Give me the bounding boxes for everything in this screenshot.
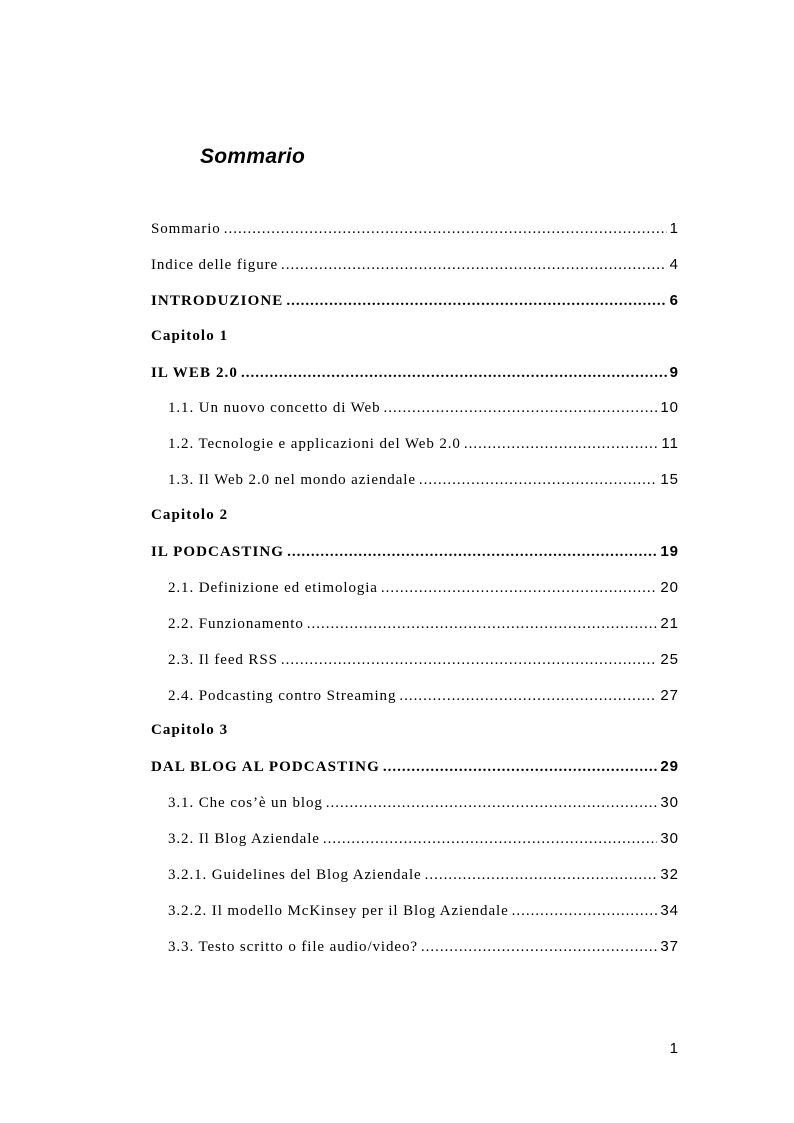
dot-leader (425, 867, 658, 884)
toc-entry (151, 435, 679, 471)
toc-entry-label: IL PODCASTING (151, 544, 285, 561)
toc-entry (151, 364, 679, 400)
toc-entry-page: 27 (660, 686, 679, 704)
toc-entry-label: 3.2.1. Guidelines del Blog Aziendale (168, 867, 422, 884)
page-title: Sommario (200, 145, 306, 168)
dot-leader (512, 903, 658, 920)
toc-entry-label: DAL BLOG AL PODCASTING (151, 759, 380, 776)
toc-entry-label: INTRODUZIONE (151, 292, 284, 309)
toc-entry-label: 3.1. Che cos’è un blog (168, 795, 323, 812)
toc-entry-label: 2.3. Il feed RSS (168, 651, 278, 668)
page-number: 1 (669, 1040, 678, 1057)
toc-entry (151, 220, 679, 256)
toc-entry (151, 543, 679, 579)
toc-entry-label: 2.4. Podcasting contro Streaming (168, 687, 397, 704)
toc-entry-page: 11 (661, 435, 679, 453)
toc-entry (151, 579, 679, 615)
toc-entry-page: 32 (660, 866, 679, 884)
toc-entry-label: 1.1. Un nuovo concetto di Web (168, 400, 381, 417)
toc-entry-label: 2.1. Definizione ed etimologia (168, 579, 378, 596)
toc-entry (151, 794, 679, 830)
toc-entry-page: 37 (660, 937, 679, 955)
toc-entry-label: Capitolo 1 (151, 327, 229, 344)
toc-entry-label: 3.2. Il Blog Aziendale (168, 831, 320, 848)
dot-leader (384, 400, 658, 417)
toc-entry (151, 292, 679, 328)
toc-entry-page: 9 (669, 363, 679, 381)
toc-entry-label: Indice delle figure (151, 256, 279, 273)
toc-entry (151, 399, 679, 435)
toc-entry-page: 20 (660, 578, 679, 596)
dot-leader (381, 580, 657, 597)
toc-entry (151, 471, 679, 507)
toc-entry-page: 30 (660, 830, 679, 848)
toc-entry-page: 34 (660, 901, 679, 919)
toc-entry-page: 19 (660, 543, 679, 561)
toc-entry-label: Capitolo 3 (151, 722, 229, 739)
toc-entry-page: 4 (669, 255, 679, 273)
toc-chapter-heading (151, 507, 679, 543)
toc-entry-label: Sommario (151, 221, 221, 237)
dot-leader (383, 759, 657, 776)
dot-leader (323, 831, 657, 848)
toc-entry (151, 256, 679, 292)
dot-leader (241, 365, 667, 382)
toc-entry (151, 651, 679, 687)
toc-entry-page: 21 (660, 614, 679, 632)
toc-entry (151, 866, 679, 902)
dot-leader (307, 616, 658, 633)
toc-entry-label: 3.2.2. Il modello McKinsey per il Blog Aziendale (168, 902, 509, 919)
toc-entry (151, 902, 679, 938)
toc-chapter-heading (151, 328, 679, 364)
toc-entry (151, 938, 679, 974)
toc-entry (151, 758, 679, 794)
dot-leader (419, 472, 657, 489)
toc-entry-page: 15 (660, 471, 679, 489)
dot-leader (286, 293, 666, 310)
toc-entry (151, 830, 679, 866)
toc-entry-page: 6 (669, 291, 679, 309)
dot-leader (421, 939, 657, 956)
toc-entry-label: 1.2. Tecnologie e applicazioni del Web 2.0 (168, 436, 461, 453)
toc-entry-label: IL WEB 2.0 (151, 364, 239, 381)
toc-entry-page: 29 (660, 758, 679, 776)
toc-entry-page: 1 (669, 220, 679, 237)
dot-leader (287, 544, 657, 561)
dot-leader (326, 795, 658, 812)
toc-entry-label: 1.3. Il Web 2.0 nel mondo aziendale (168, 472, 416, 489)
toc-entry-page: 10 (660, 399, 679, 417)
toc-entry-label: 3.3. Testo scritto o file audio/video? (168, 938, 418, 955)
table-of-contents (151, 220, 679, 974)
dot-leader (464, 436, 659, 453)
toc-chapter-heading (151, 722, 679, 758)
toc-entry (151, 687, 679, 723)
toc-entry (151, 615, 679, 651)
dot-leader (399, 688, 657, 705)
dot-leader (281, 257, 667, 274)
toc-entry-page: 25 (660, 650, 679, 668)
toc-entry-label: Capitolo 2 (151, 507, 229, 524)
dot-leader (224, 221, 667, 238)
dot-leader (281, 652, 658, 669)
toc-entry-label: 2.2. Funzionamento (168, 615, 304, 632)
toc-entry-page: 30 (660, 794, 679, 812)
